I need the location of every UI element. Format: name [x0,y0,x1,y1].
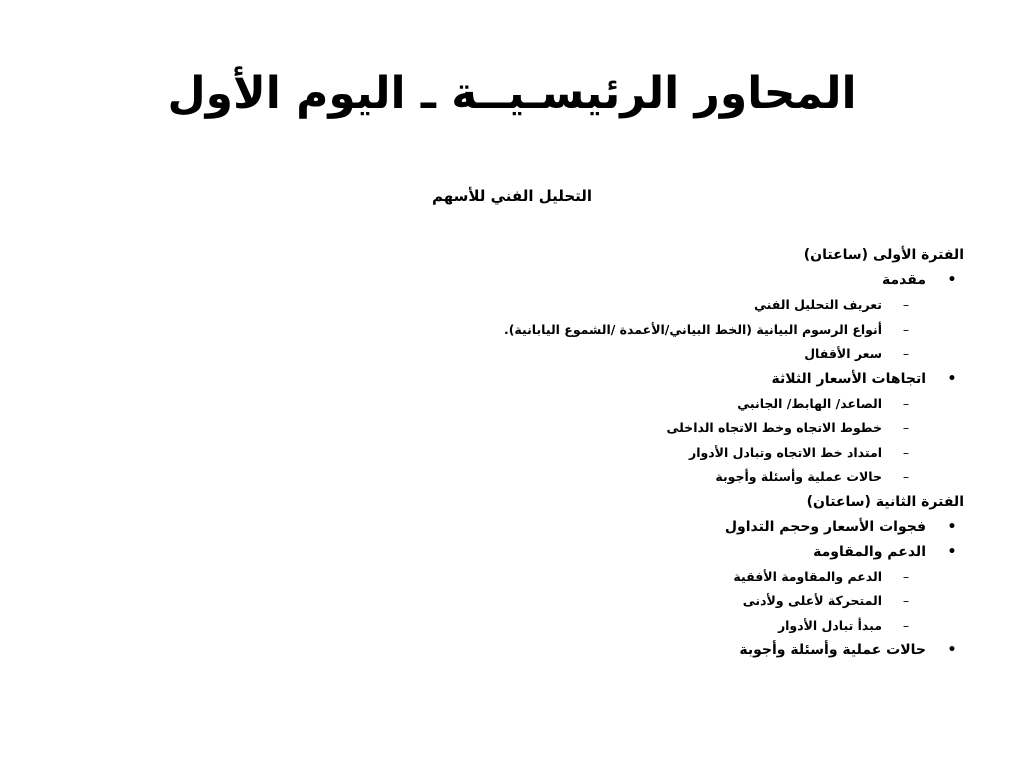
dash-icon: – [902,395,910,411]
dash-icon: – [902,297,910,312]
subtopic-label: الصاعد/ الهابط/ الجانبي [737,395,882,411]
subtopic-label: خطوط الاتجاه وخط الاتجاه الداخلى [666,420,882,435]
dash-icon: – [902,420,910,435]
topic-item [420,367,964,392]
subtopic-item [420,589,964,614]
subtopic-item [420,293,964,318]
topic-item [420,638,964,663]
subtopic-label: امتداد خط الاتجاه وتبادل الأدوار [689,444,882,460]
subtopic-label: المتحركة لأعلى ولأدنى [742,593,882,608]
bullet-icon: • [947,543,957,560]
bullet-icon: • [947,518,957,535]
bullet-icon: • [947,642,957,658]
dash-icon: – [902,469,910,484]
subtopic-label: تعريف التحليل الفني [754,297,882,312]
topic-item [420,515,964,540]
subtopic-item [420,465,964,490]
subtopic-item [420,318,964,343]
dash-icon: – [902,593,910,608]
dash-icon: – [902,568,910,584]
topic-label: مقدمة [882,272,926,288]
dash-icon: – [902,617,910,633]
subtopic-item [420,441,964,466]
subtopic-item [420,565,964,590]
dash-icon: – [902,321,910,337]
period-heading: الفترة الثانية (ساعتان) [806,493,964,510]
subtopic-label: حالات عملية وأسئلة وأجوبة [715,469,882,484]
bullet-icon: • [947,370,957,387]
bullet-icon: • [947,272,957,288]
slide-subtitle: التحليل الفني للأسهم [431,187,593,205]
slide-title: المحاور الرئيسـيــة ـ اليوم الأول [167,68,857,119]
topic-label: الدعم والمقاومة [813,543,926,560]
subtopic-label: مبدأ تبادل الأدوار [777,617,882,633]
subtopic-item [420,392,964,417]
dash-icon: – [902,346,910,361]
subtopic-item [420,614,964,639]
topic-item [420,540,964,565]
subtopic-label: الدعم والمقاومة الأفقية [733,568,882,584]
topic-item [420,268,964,293]
period-heading: الفترة الأولى (ساعتان) [803,247,964,263]
subtopic-label: سعر الأقفال [804,346,882,361]
subtopic-item [420,416,964,441]
dash-icon: – [902,444,910,460]
topic-label: حالات عملية وأسئلة وأجوبة [739,642,926,658]
agenda-outline [420,243,964,663]
subtopic-item [420,342,964,367]
topic-label: فجوات الأسعار وحجم التداول [724,518,926,535]
topic-label: اتجاهات الأسعار الثلاثة [771,370,926,387]
subtopic-label: أنواع الرسوم البيانية (الخط البياني/الأعمدة /الشموع اليابانية). [503,321,882,337]
